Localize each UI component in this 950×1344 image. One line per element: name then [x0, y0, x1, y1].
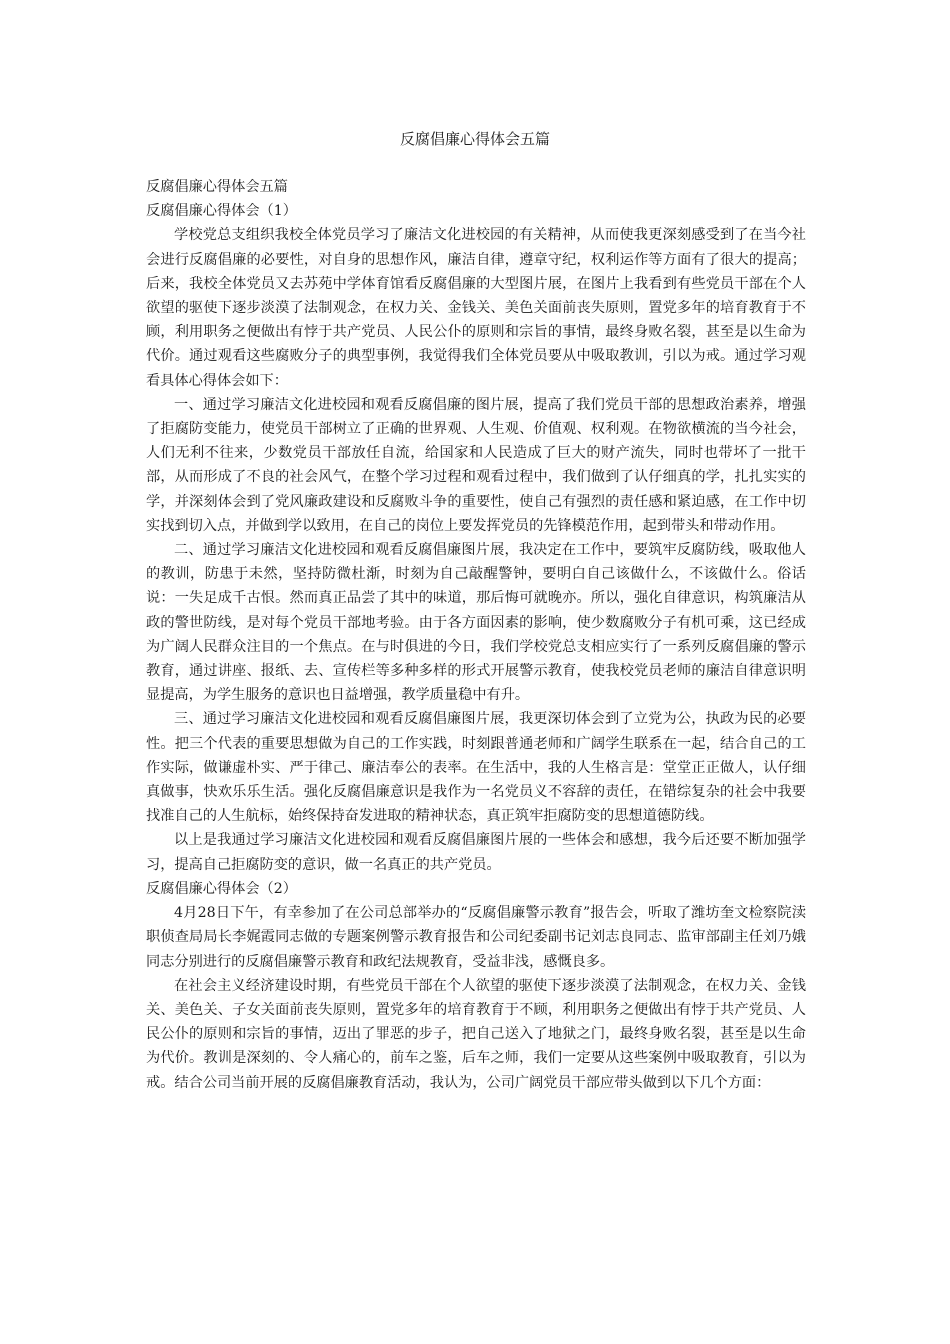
- section-title: 反腐倡廉心得体会（1）: [146, 203, 297, 220]
- paragraph: 在社会主义经济建设时期，有些党员干部在个人欲望的驱使下逐步淡漠了法制观念，在权力关、金钱关、美色关、子女关面前丧失原则，置党多年的培育教育于不顾，利用职务之便做出有悖于共产党员、人民公仆的原则和宗旨的事情，迈出了罪恶的步子，把自己送入了地狱之门，最终身败名裂，甚至是以生命为代价。教训是深刻的、令人痛心的，前车之鉴，后车之师，我们一定要从这些案例中吸取教育，引以为戒。结合公司当前开展的反腐倡廉教育活动，我认为，公司广阔党员干部应带头做到以下几个方面：: [146, 977, 806, 1091]
- paragraph: 二、通过学习廉洁文化进校园和观看反腐倡廉图片展，我决定在工作中，要筑牢反腐防线，吸取他人的教训，防患于未然，坚持防微杜渐，时刻为自己敲醒警钟，要明白自己该做什么，不该做什么。俗话说：一失足成千古恨。然而真正品尝了其中的味道，那后悔可就晚亦。所以，强化自律意识，构筑廉洁从政的警世防线，是对每个党员干部地考验。由于各方面因素的影响，使少数腐败分子有机可乘，这已经成为广阔人民群众注目的一个焦点。在与时俱进的今日，我们学校党总支相应实行了一系列反腐倡廉的警示教育，通过讲座、报纸、去、宣传栏等多种多样的形式开展警示教育，使我校党员老师的廉洁自律意识明显提高，为学生服务的意识也日益增强，教学质量稳中有升。: [146, 542, 806, 704]
- paragraph: 三、通过学习廉洁文化进校园和观看反腐倡廉图片展，我更深切体会到了立党为公，执政为民的必要性。把三个代表的重要思想做为自己的工作实践，时刻跟普通老师和广阔学生联系在一起，结合自己的工作实际，做谦虚朴实、严于律己、廉洁奉公的表率。在生活中，我的人生格言是：堂堂正正做人，认仔细真做事，快欢乐乐生活。强化反腐倡廉意识是我作为一名党员义不容辞的责任，在错综复杂的社会中我要找准自己的人生航标，始终保持奋发进取的精神状态，真正筑牢拒腐防变的思想道德防线。: [146, 711, 806, 825]
- paragraph: 学校党总支组织我校全体党员学习了廉洁文化进校园的有关精神，从而使我更深刻感受到了在当今社会进行反腐倡廉的必要性，对自身的思想作风，廉洁自律，遵章守纪，权利运作等方面有了很大的提高；后来，我校全体党员又去苏苑中学体育馆看反腐倡廉的大型图片展，在图片上我看到有些党员干部在个人欲望的驱使下逐步淡漠了法制观念，在权力关、金钱关、美色关面前丧失原则，置党多年的培育教育于不顾，利用职务之便做出有悖于共产党员、人民公仆的原则和宗旨的事情，最终身败名裂，甚至是以生命为代价。通过观看这些腐败分子的典型事例，我觉得我们全体党员要从中吸取教训，引以为戒。通过学习观看具体心得体会如下：: [146, 227, 806, 389]
- document-body: [146, 175, 806, 1095]
- paragraph: 以上是我通过学习廉洁文化进校园和观看反腐倡廉图片展的一些体会和感想，我今后还要不断加强学习，提高自己拒腐防变的意识，做一名真正的共产党员。: [146, 832, 806, 873]
- paragraph: 4月28日下午，有幸参加了在公司总部举办的“反腐倡廉警示教育”报告会，听取了潍坊奎文检察院渎职侦查局局长李娓霞同志做的专题案例警示教育报告和公司纪委副书记刘志良同志、监审部副主任刘乃娥同志分别进行的反腐倡廉警示教育和政纪法规教育，受益非浅，感慨良多。: [146, 905, 806, 970]
- document-title: 反腐倡廉心得体会五篇: [399, 130, 550, 148]
- document-heading: 反腐倡廉心得体会五篇: [146, 179, 288, 195]
- section-title: 反腐倡廉心得体会（2）: [146, 880, 297, 897]
- paragraph: 一、通过学习廉洁文化进校园和观看反腐倡廉的图片展，提高了我们党员干部的思想政治素养，增强了拒腐防变能力，使党员干部树立了正确的世界观、人生观、价值观、权利观。在物欲横流的当今社会，人们无利不往来，少数党员干部放任自流，给国家和人民造成了巨大的财产流失，同时也带坏了一批干部，从而形成了不良的社会风气，在整个学习过程和观看过程中，我们做到了认仔细真的学，扎扎实实的学，并深刻体会到了党风廉政建设和反腐败斗争的重要性，使自己有强烈的责任感和紧迫感，在工作中切实找到切入点，并做到学以致用，在自己的岗位上要发挥党员的先锋模范作用，起到带头和带动作用。: [146, 396, 806, 534]
